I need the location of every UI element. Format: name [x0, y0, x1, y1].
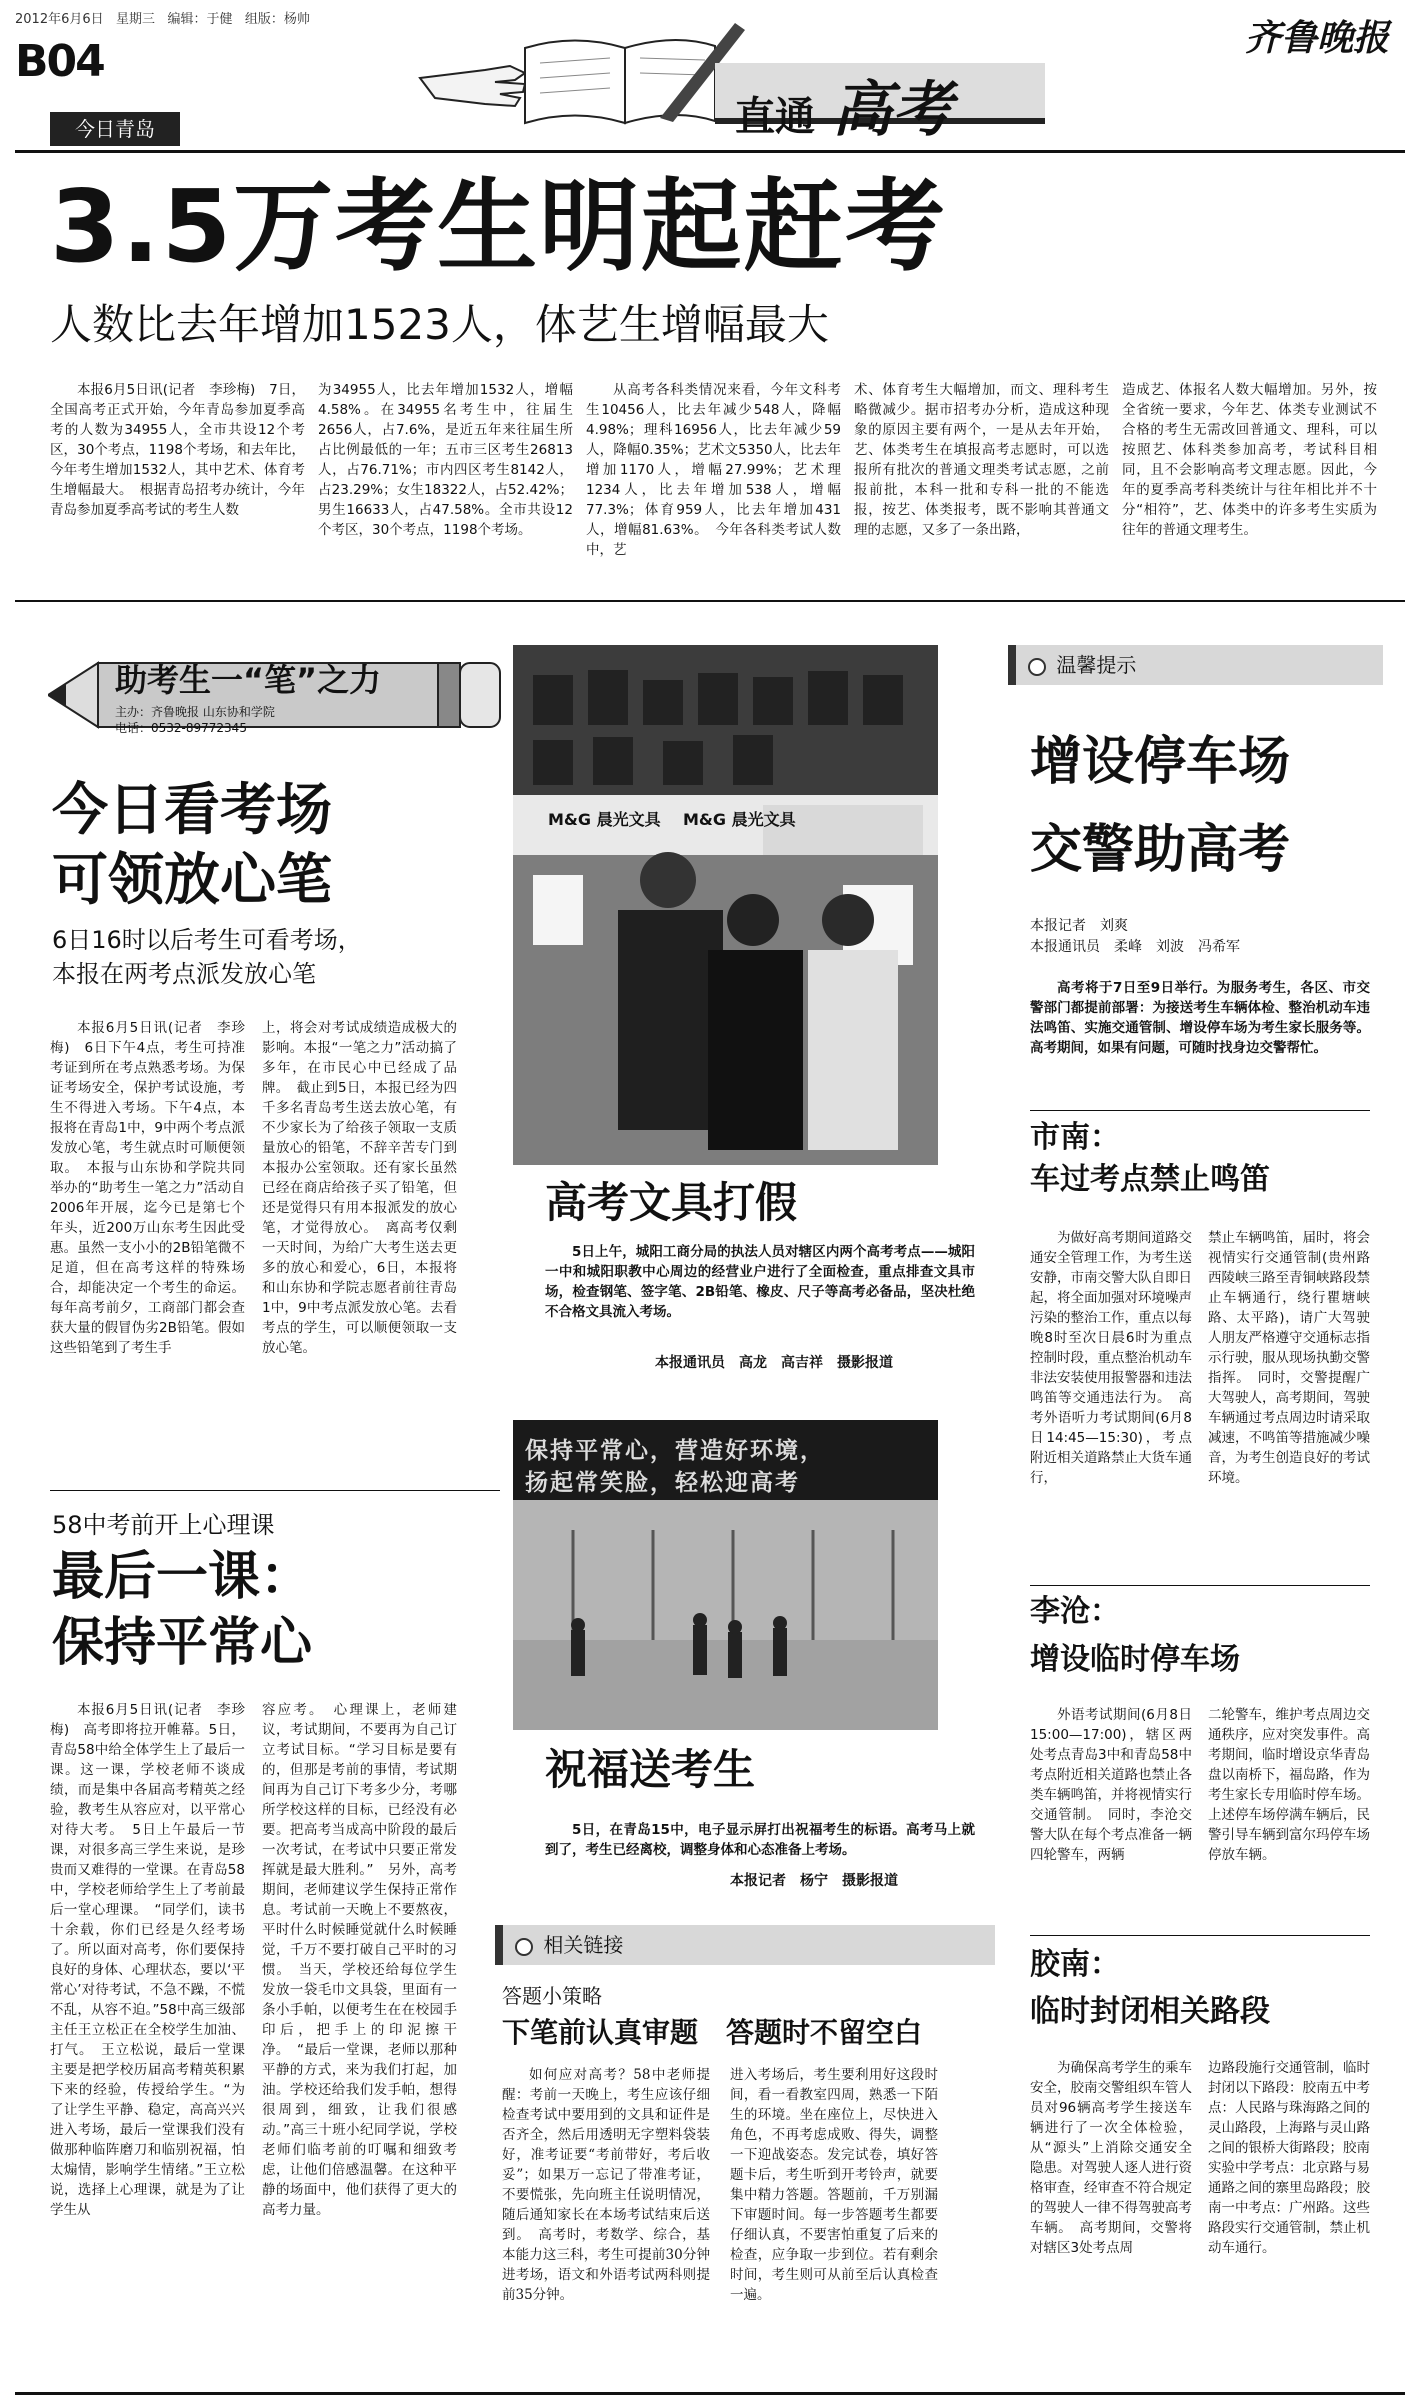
class-story-headline-2: 保持平常心	[52, 1613, 313, 1673]
lead-col-4	[854, 380, 1109, 585]
newspaper-logo: 齐鲁晚报	[1245, 17, 1390, 59]
tips-intro-text: 高考将于7日至9日举行。为服务考生，各区、市交警部门都提前部署：为接送考生车辆体检、整治机动车违法鸣笛、实施交通管制、增设停车场为考生家长服务等。高考期间，如果有问题，可随时找身边交警帮忙。	[1030, 980, 1370, 1056]
section-tag-label: 今日青岛	[75, 117, 155, 141]
header-rule	[15, 150, 1405, 153]
jiaonan-col-2-text: 边路段施行交通管制，临时封闭以下路段：胶南五中考点：人民路与珠海路之间的灵山路段，上海路与灵山路之间的银桥大街路段；胶南实验中学考点：北京路与易通路之间的寨里岛路段；胶南一中考点：广州路。这些路段实行交通管制，禁止机动车通行。	[1208, 2060, 1370, 2256]
header-meta	[15, 8, 310, 27]
led-banner-line-1: 保持平常心，营造好环境，	[525, 1438, 825, 1464]
blessing-caption-title: 祝福送考生	[545, 1745, 756, 1794]
lead-col-5-text: 造成艺、体报名人数大幅增加。另外，按全省统一要求，今年艺、体类专业测试不合格的考生无需改回普通文、理科，可以按照艺、体科类参加高考，考试科目相同，且不会影响高考文理志愿。因此，今年的夏季高考科类统计与往年相比并不十分“相符”，艺、体类中的许多考生实质为往年的普通文理考生。	[1122, 382, 1377, 538]
bullet-circle-icon	[1028, 658, 1046, 676]
licang-col-1-text: 外语考试期间(6月8日15:00—17:00)，辖区两处考点青岛3中和青岛58中考点附近相关道路也禁止各类车辆鸣笛，并将视情实行交通管制。 同时，李沧交警大队在每个考点准备一辆四轮警车，两辆	[1030, 1707, 1192, 1863]
shinan-district: 市南：	[1030, 1120, 1120, 1155]
licang-headline: 增设临时停车场	[1030, 1642, 1240, 1677]
stationery-credit: 本报通讯员 高龙 高吉祥 摄影报道	[655, 1355, 893, 1371]
banner-title	[735, 62, 952, 148]
links-col-2-text: 进入考场后，考生要利用好这段时间，看一看教室四周，熟悉一下陌生的环境。坐在座位上，尽快进入角色，不再考虑成败、得失，调整一下迎战姿态。发完试卷，填好答题卡后，考生听到开考铃声，就要集中精力答题。答题前，千万别漏下审题时间。每一步答题考生都要仔细认真，不要害怕重复了后来的检查，应争取一步到位。若有剩余时间，考生则可从前至后认真检查一遍。	[730, 2067, 938, 2303]
shinan-headline: 车过考点禁止鸣笛	[1030, 1162, 1270, 1197]
class-story-col-2-text: 容应考。 心理课上，老师建议，考试期间，不要再为自己订立考试目标。“学习目标是要有的，但那是考前的事情，考试期间再为自己订下考多少分，考哪所学校这样的目标，已经没有必要。把高考当成高中阶段的最后一次考试，在考试中只要正常发挥就是最大胜利。” 另外，高考期间，老师建议学生保持正常作息。考试前一天晚上不要熬夜，平时什么时候睡觉就什么时候睡觉，千万不要打破自己平时的习惯。 当天，学校还给每位学生发放一袋毛巾文具袋，里面有一条小手帕，以便考生在在校园手印后，把手上的印泥擦干净。 “最后一堂课，老师以那种平静的方式，来为我们打起，加油。学校还给我们发手帕，想得很周到，细致，让我们很感动。”高三十班小纪同学说，学校老师们临考前的叮嘱和细致考虑，让他们倍感温馨。在这种平静的场面中，他们获得了更大的高考力量。	[262, 1702, 457, 2218]
links-col-2	[730, 2065, 938, 2390]
lead-col-4-text: 术、体育考生大幅增加，而文、理科考生略微减少。据市招考办分析，造成这种现象的原因主要有两个，一是从去年开始，艺、体类考生在填报高考志愿时，可以选报所有批次的普通文理类考试志愿，之前报前批，本科一批和专科一批的不能选报，按艺、体类报考，既不影响其普通文理的志愿，又多了一条出路，	[854, 382, 1109, 538]
banner-title-main: 直通	[735, 94, 815, 140]
jiaonan-col-2	[1208, 2058, 1370, 2388]
stationery-photo-art	[513, 645, 938, 1165]
led-banner-line-2: 扬起常笑脸，轻松迎高考	[525, 1470, 800, 1496]
page-bottom-rule	[15, 2392, 1405, 2395]
blessing-caption	[545, 1820, 975, 1865]
tips-tab	[1008, 645, 1383, 685]
pen-promo-sponsor: 主办：齐鲁晚报 山东协和学院	[115, 705, 275, 719]
lead-col-5	[1122, 380, 1377, 585]
shop-sign-2: M&G 晨光文具	[683, 810, 796, 829]
tips-rule-licang	[1030, 1585, 1370, 1586]
links-kicker: 答题小策略	[502, 1984, 602, 2008]
tips-byline-1: 本报记者 刘爽	[1030, 918, 1128, 934]
licang-col-2-text: 二轮警车，维护考点周边交通秩序，应对突发事件。高考期间，临时增设京华青岛盘以南桥下，福岛路，作为考生家长专用临时停车场。上述停车场停满车辆后，民警引导车辆到富尔玛停车场停放车辆。	[1208, 1707, 1370, 1863]
tips-rule-shinan	[1030, 1110, 1370, 1111]
blessing-credit: 本报记者 杨宁 摄影报道	[730, 1873, 898, 1889]
issue-date: 2012年6月6日	[15, 12, 104, 27]
links-col-1	[502, 2065, 710, 2390]
open-book-icon	[525, 40, 715, 123]
jiaonan-headline: 临时封闭相关路段	[1030, 1994, 1270, 2029]
stationery-caption-title: 高考文具打假	[545, 1178, 798, 1227]
links-col-1-text: 如何应对高考？58中老师提醒：考前一天晚上，考生应该仔细检查考试中要用到的文具和证件是否齐全，然后用透明无字塑料袋装好，准考证要“考前带好，考后收妥”；如果万一忘记了带准考证，不要慌张，先向班主任说明情况，随后通知家长在本场考试结束后送到。 高考时，考数学、综合，基本能力这三科，考生可提前30分钟进考场，语文和外语考试两科则提前35分钟。	[502, 2067, 710, 2303]
pen-story-col-2	[262, 1018, 457, 1460]
pen-story-col-1	[50, 1018, 245, 1460]
links-tab-label: 相关链接	[543, 1933, 624, 1957]
links-tab	[495, 1925, 995, 1965]
tips-headline-2: 交警助高考	[1030, 820, 1291, 880]
pointing-hand-icon	[420, 66, 525, 106]
blessing-caption-text: 5日，在青岛15中，电子显示屏打出祝福考生的标语。高考马上就到了，考生已经离校，调整身体和心态准备上考场。	[545, 1822, 975, 1858]
pen-story-col-1-text: 本报6月5日讯(记者 李珍梅) 6日下午4点，考生可持准考证到所在考点熟悉考场。为保证考场安全，保护考试设施，考生不得进入考场。下午4点，本报将在青岛1中，9中两个考点派发放心笔，考生就点时可顺便领取。 本报与山东协和学院共同举办的“助考生一笔之力”活动自2006年开展，迄今已是第七个年头，近200万山东考生因此受惠。虽然一支小小的2B铅笔微不足道，但在高考这样的特殊场合，却能决定一个考生的命运。每年高考前夕，工商部门都会查获大量的假冒伪劣2B铅笔。假如这些铅笔到了考生手	[50, 1020, 245, 1356]
lead-subhead: 人数比去年增加1523人，体艺生增幅最大	[50, 300, 829, 349]
jiaonan-col-1	[1030, 2058, 1192, 2388]
editor-credit: 编辑：于健	[167, 12, 233, 27]
licang-district: 李沧：	[1030, 1594, 1120, 1629]
pen-story-col-2-text: 上，将会对考试成绩造成极大的影响。本报“一笔之力”活动搞了多年，在市民心中已经成了品牌。 截止到5日，本报已经为四千多名青岛考生送去放心笔，有不少家长为了给孩子领取一支质量放心的铅笔，不辞辛苦专门到本报办公室领取。还有家长虽然已经在商店给孩子买了铅笔，但还是觉得只有用本报派发的放心笔，才觉得放心。 离高考仅剩一天时间，为给广大考生送去更多的放心和爱心，6日，本报将和山东协和学院志愿者前往青岛1中，9中考点派发放心笔。去看考点的学生，可以顺便领取一支放心笔。	[262, 1020, 457, 1356]
licang-col-1	[1030, 1705, 1192, 1910]
stationery-photo	[513, 645, 938, 1165]
tips-rule-jiaonan	[1030, 1935, 1370, 1936]
pen-story-subhead-2: 本报在两考点派发放心笔	[52, 960, 316, 988]
links-headline: 下笔前认真审题 答题时不留空白	[502, 2016, 923, 2049]
shinan-col-2	[1208, 1228, 1370, 1558]
issue-weekday: 星期三	[116, 12, 156, 27]
blessing-photo	[513, 1420, 938, 1730]
licang-col-2	[1208, 1705, 1370, 1910]
tips-headline-1: 增设停车场	[1030, 732, 1291, 792]
lead-bottom-rule	[15, 600, 1405, 602]
class-story-col-2	[262, 1700, 457, 2390]
pen-story-subhead-1: 6日16时以后考生可看考场，	[52, 926, 362, 954]
section-tag	[50, 112, 180, 146]
lead-col-2	[318, 380, 573, 585]
lead-col-3	[586, 380, 841, 585]
lead-headline: 3.5万考生明起赶考	[50, 168, 948, 285]
shop-sign-1: M&G 晨光文具	[548, 810, 661, 829]
pen-story-headline-2: 可领放心笔	[52, 848, 332, 913]
class-story-kicker: 58中考前开上心理课	[52, 1511, 275, 1539]
shinan-col-1	[1030, 1228, 1192, 1558]
class-story-col-1-text: 本报6月5日讯(记者 李珍梅) 高考即将拉开帷幕。5日，青岛58中给全体学生上了最后一课。这一课，学校老师不谈成绩，而是集中各届高考精英之经验，教考生从容应对，以平常心对待大考。 5日上午最后一节课，对很多高三学生来说，是珍贵而又难得的一堂课。在青岛58中，学校老师给学生上了考前最后一堂心理课。 “同学们，读书十余载，你们已经是久经考场了。所以面对高考，你们要保持良好的身体、心理状态，要以‘平常心’对待考试，不急不躁，不慌不乱，从容不迫。”58中高三级部主任王立松正在全校学生加油、打气。 王立松说，最后一堂课主要是把学校历届高考精英积累下来的经验，传授给学生。“为了让学生平静、稳定，高高兴兴进入考场，最后一堂课我们没有做那种临阵磨刀和临别祝福，怕太煽情，影响学生情绪。”王立松说，选择上心理课，就是为了让学生从	[50, 1702, 245, 2218]
jiaonan-col-1-text: 为确保高考学生的乘车安全，胶南交警组织车管人员对96辆高考学生接送车辆进行了一次全体检验，从“源头”上消除交通安全隐患。对驾驶人逐人进行资格审查，经审查不符合规定的驾驶人一律不得驾驶高考车辆。 高考期间，交警将对辖区3处考点周	[1030, 2060, 1192, 2256]
jiaonan-district: 胶南：	[1030, 1947, 1120, 1982]
tips-intro	[1030, 978, 1370, 1083]
banner-title-accent: 高考	[832, 75, 953, 145]
stationery-caption	[545, 1242, 975, 1327]
tips-byline-2: 本报通讯员 柔峰 刘波 冯希军	[1030, 939, 1240, 955]
page-number: B04	[15, 36, 104, 87]
class-story-col-1	[50, 1700, 245, 2390]
shinan-col-1-text: 为做好高考期间道路交通安全管理工作，为考生送安静，市南交警大队自即日起，将全面加强对环境噪声污染的整治工作，重点以每晚8时至次日晨6时为重点控制时段，重点整治机动车非法安装使用报警器和违法鸣笛等交通违法行为。 高考外语听力考试期间(6月8日14:45—15:30)，考点附近相关道路禁止大货车通行，	[1030, 1230, 1192, 1486]
lead-col-1-text: 本报6月5日讯(记者 李珍梅) 7日，全国高考正式开始，今年青岛参加夏季高考的人数为34955人，全市共设12个考区，30个考点，1198个考场，和去年比，今年考生增加1532人，其中艺术、体育考生增幅最大。 根据青岛招考办统计，今年青岛参加夏季高考试的考生人数	[50, 382, 305, 518]
bullet-circle-icon	[515, 1938, 533, 1956]
pen-promo-title: 助考生一“笔”之力	[115, 661, 382, 699]
lead-col-1	[50, 380, 305, 585]
lead-col-2-text: 为34955人，比去年增加1532人，增幅4.58%。在34955名考生中，往届生2656人，占7.6%，是近五年来往届生所占比例最低的一年；五市三区考生26813人，占76.71%；市内四区考生8142人，占23.29%；女生18322人，占52.42%；男生16633人，占47.58%。全市共设12个考区，30个考点，1198个考场。	[318, 382, 573, 538]
layout-credit: 组版：杨帅	[244, 12, 310, 27]
tips-tab-label: 温馨提示	[1056, 653, 1137, 677]
pen-promo-phone: 电话：0532-89772345	[115, 721, 247, 735]
shinan-col-2-text: 禁止车辆鸣笛，届时，将会视情实行交通管制(贵州路西陵峡三路至青铜峡路段禁止车辆通行，绕行瞿塘峡路、太平路)，请广大驾驶人朋友严格遵守交通标志指示行驶，服从现场执勤交警指挥。 同时，交警提醒广大驾驶人，高考期间，驾驶车辆通过考点周边时请采取减速，不鸣笛等措施减少噪音，为考生创造良好的考试环境。	[1208, 1230, 1370, 1486]
stationery-caption-text: 5日上午，城阳工商分局的执法人员对辖区内两个高考考点——城阳一中和城阳职教中心周边的经营业户进行了全面检查，重点排查文具市场，检查钢笔、签字笔、2B铅笔、橡皮、尺子等高考必备品，坚决杜绝不合格文具流入考场。	[545, 1244, 975, 1320]
class-story-headline-1: 最后一课：	[52, 1547, 313, 1607]
pen-story-bottom-rule	[50, 1490, 500, 1491]
lead-col-3-text: 从高考各科类情况来看，今年文科考生10456人，比去年减少548人，降幅4.98%；理科16956人，比去年减少59人，降幅0.35%；艺术文5350人，比去年增加1170人，增幅27.99%；艺术理1234人，比去年增加538人，增幅77.3%；体育959人，比去年增加431人，增幅81.63%。 今年各科类考试人数中，艺	[586, 382, 841, 558]
pen-story-headline-1: 今日看考场	[52, 778, 332, 843]
